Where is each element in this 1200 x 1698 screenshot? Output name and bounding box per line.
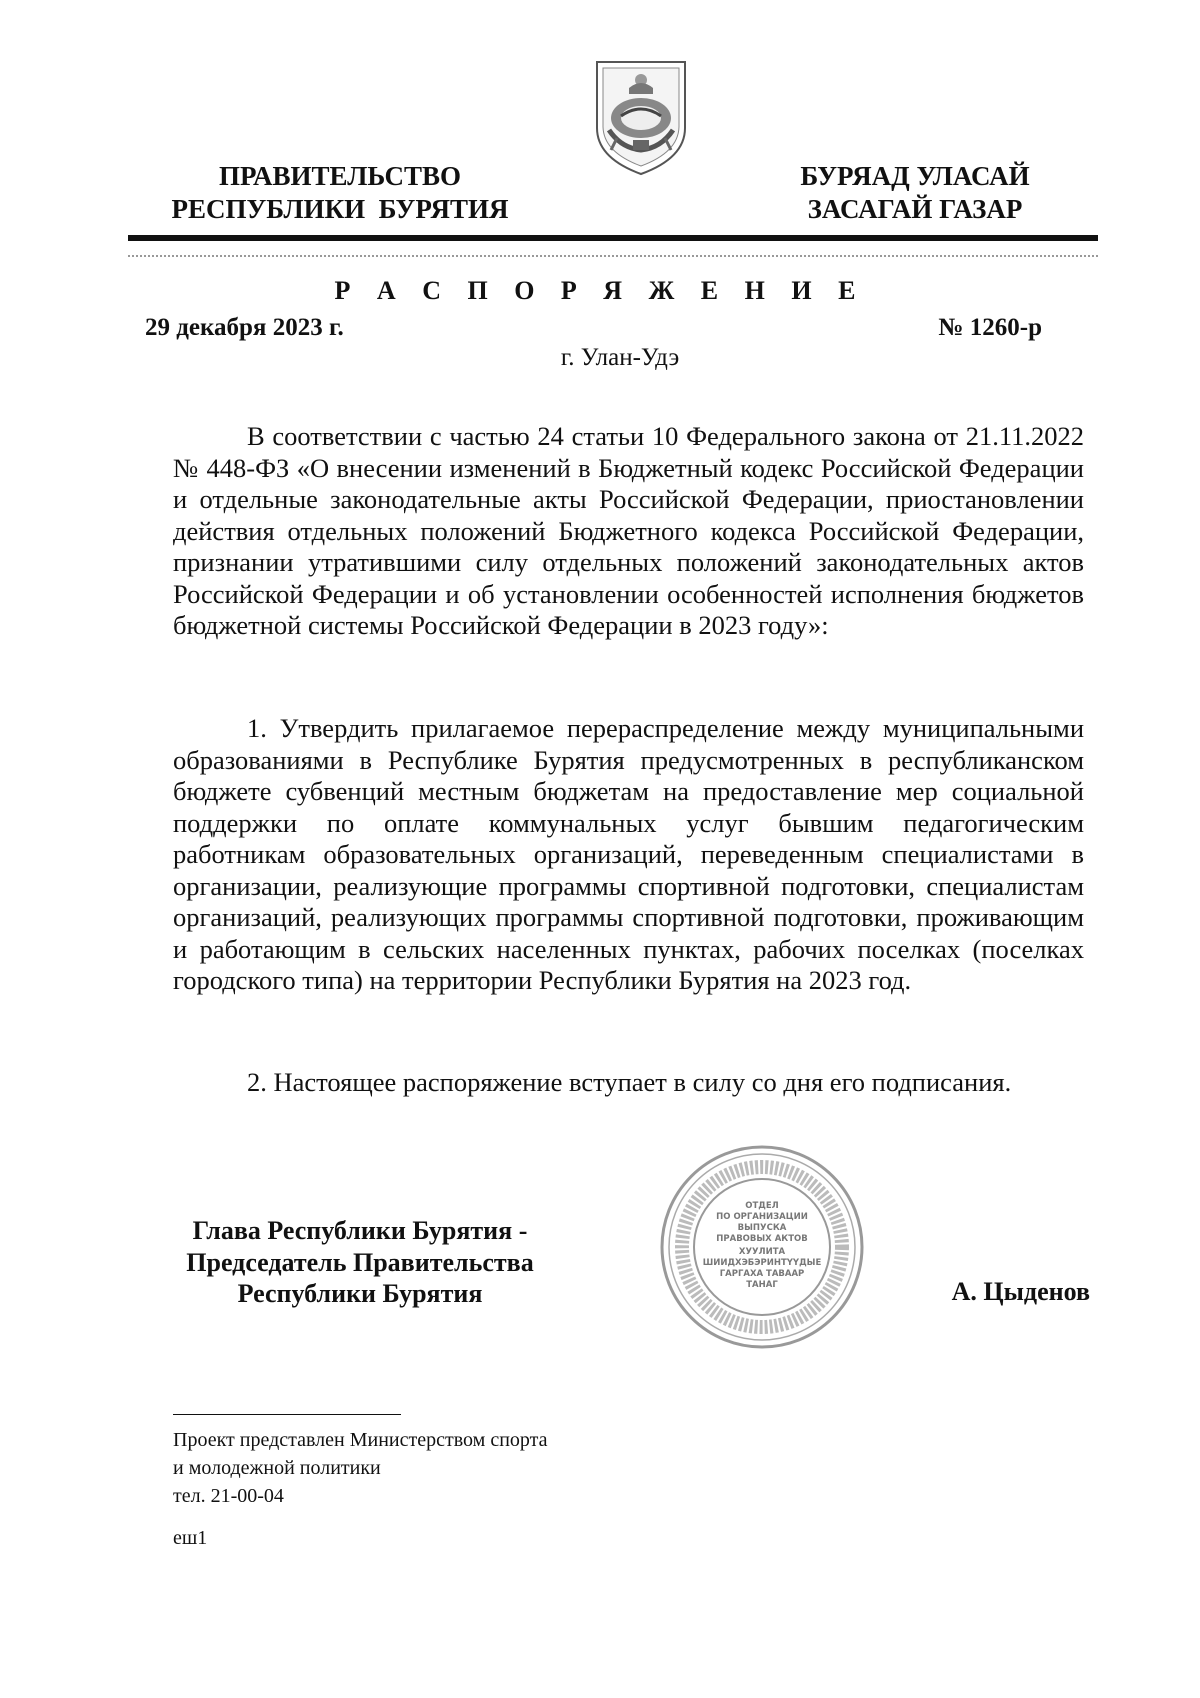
paragraph-text: В соответствии с частью 24 статьи 10 Федерального закона от 21.11.2022 № 448-ФЗ «О внесении изменений в Бюджетный кодекс Российской Федерации и отдельные законодательные акты Российской Федерации, приостановлении действия отдельных положений Бюджетного кодекса Российской Федерации, признании утратившими силу отдельных положений законодательных актов Российской Федерации и об установлении особенностей исполнения бюджетов бюджетной системы Российской Федерации в 2023 году»: xyxy=(173,421,1084,640)
seal-text-line: ОТДЕЛ xyxy=(745,1201,779,1211)
coat-of-arms-emblem xyxy=(591,58,691,178)
footnote-line2: и молодежной политики xyxy=(173,1457,381,1479)
document-date: 29 декабря 2023 г. xyxy=(145,314,344,341)
body-paragraph-3 xyxy=(173,1067,1084,1099)
header-left-line1: ПРАВИТЕЛЬСТВО xyxy=(218,161,462,191)
seal-text-line: ВЫПУСКА xyxy=(737,1223,787,1233)
document-type: Р А С П О Р Я Ж Е Н И Е xyxy=(334,276,866,305)
official-seal xyxy=(657,1142,867,1352)
seal-text-line: ХУУЛИТА xyxy=(738,1247,786,1257)
header-divider-dotted xyxy=(128,255,1098,257)
footnote-divider xyxy=(173,1414,401,1415)
signatory-name: А. Цыденов xyxy=(951,1277,1090,1306)
seal-text-line: ПО ОРГАНИЗАЦИИ xyxy=(716,1212,808,1222)
header-left xyxy=(150,160,530,226)
signatory-title-line3: Республики Бурятия xyxy=(237,1279,483,1308)
seal-text-line: ПРАВОВЫХ АКТОВ xyxy=(716,1234,808,1244)
paragraph-text: 1. Утвердить прилагаемое перераспределение между муниципальными образованиями в Республике Бурятия предусмотренных в республиканском бюджете субвенций местным бюджетам на предоставление мер социальной поддержки по оплате коммунальных услуг бывшим педагогическим работникам образовательных организаций, переведенным специалистами в организации, реализующие программы спортивной подготовки, специалистам организаций, реализующих программы спортивной подготовки, проживающим и работающим в сельских населенных пунктах, рабочих поселках (поселках городского типа) на территории Республики Бурятия на 2023 год. xyxy=(173,713,1084,995)
seal-text-line: ТАНАГ xyxy=(746,1280,778,1290)
document-code: еш1 xyxy=(173,1527,208,1549)
header-right-line2: ЗАСАГАЙ ГАЗАР xyxy=(807,194,1023,224)
footnote xyxy=(173,1426,548,1510)
seal-text-line: ГАРГАХА ТАВААР xyxy=(719,1269,805,1279)
document-number: № 1260-р xyxy=(938,314,1042,341)
header-divider-thick xyxy=(128,235,1098,241)
header-left-line2: РЕСПУБЛИКИ БУРЯТИЯ xyxy=(171,194,509,224)
footnote-line3: тел. 21-00-04 xyxy=(173,1485,284,1507)
header-right-line1: БУРЯАД УЛАСАЙ xyxy=(800,161,1030,191)
signatory-title-line1: Глава Республики Бурятия - xyxy=(192,1216,528,1245)
seal-text-line: ШИИДХЭБЭРИНТҮҮДЫЕ xyxy=(702,1258,822,1268)
body-paragraph-2 xyxy=(173,713,1084,997)
header-right xyxy=(745,160,1085,226)
signatory-title-line2: Председатель Правительства xyxy=(186,1247,534,1277)
document-city: г. Улан-Удэ xyxy=(560,344,680,371)
footnote-line1: Проект представлен Министерством спорта xyxy=(173,1429,548,1451)
body-paragraph-1 xyxy=(173,421,1084,642)
signatory-title xyxy=(150,1215,570,1310)
paragraph-text: 2. Настоящее распоряжение вступает в силу со дня его подписания. xyxy=(247,1067,1012,1097)
